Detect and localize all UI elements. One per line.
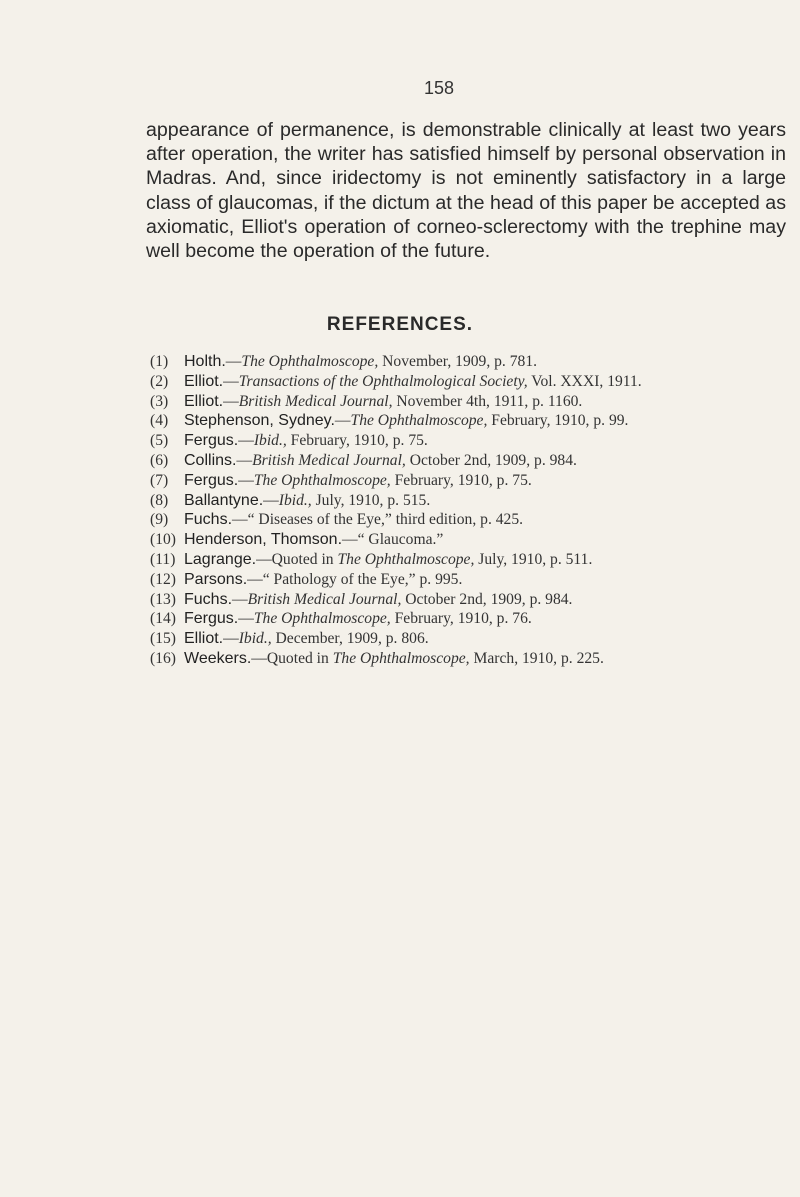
reference-dash: — <box>251 649 267 667</box>
reference-details: Vol. XXXI, 1911. <box>527 372 642 390</box>
reference-author: Fergus. <box>184 471 239 489</box>
reference-dash: — <box>223 630 239 648</box>
reference-details: November 4th, 1911, p. 1160. <box>392 392 583 410</box>
reference-text <box>184 609 790 629</box>
reference-text <box>184 471 790 491</box>
reference-author: Weekers. <box>184 649 252 667</box>
reference-author: Fuchs. <box>184 590 233 608</box>
reference-source: Transactions of the Ophthalmological Society, <box>238 372 528 390</box>
reference-source: The Ophthalmoscope, <box>332 649 470 667</box>
reference-source: British Medical Journal, <box>252 451 406 469</box>
reference-text <box>184 570 790 590</box>
reference-number: (15) <box>150 630 176 648</box>
reference-author: Holth. <box>184 353 226 370</box>
reference-author: Fergus. <box>184 610 239 628</box>
reference-number: (16) <box>150 649 176 667</box>
reference-text <box>184 510 790 530</box>
reference-item <box>150 372 790 392</box>
reference-author: Elliot. <box>184 630 224 648</box>
references-heading: REFERENCES. <box>326 314 474 335</box>
reference-number: (14) <box>150 610 176 628</box>
reference-source: The Ophthalmoscope, <box>253 471 391 489</box>
reference-number: (5) <box>150 432 169 450</box>
reference-details: February, 1910, p. 76. <box>390 610 532 628</box>
reference-author: Henderson, Thomson. <box>184 531 343 549</box>
reference-source: The Ophthalmoscope, <box>337 550 475 568</box>
reference-number: (3) <box>150 392 169 410</box>
reference-item <box>150 550 790 570</box>
reference-dash: — <box>223 372 239 390</box>
reference-number: (12) <box>150 570 176 588</box>
reference-item <box>150 590 790 610</box>
reference-number: (7) <box>150 471 169 489</box>
reference-item <box>150 649 790 669</box>
reference-dash: — <box>232 511 248 529</box>
reference-source: The Ophthalmoscope, <box>253 610 391 628</box>
reference-number: (1) <box>150 353 169 370</box>
reference-item <box>150 629 790 649</box>
reference-text <box>184 352 790 372</box>
reference-item <box>150 510 790 530</box>
reference-dash: — <box>247 570 263 588</box>
page-number: 158 <box>424 78 455 98</box>
reference-prefix: “ Diseases of the Eye,” third edition, p. 425. <box>247 511 524 529</box>
reference-dash: — <box>342 531 358 549</box>
reference-dash: — <box>223 392 239 410</box>
reference-number: (11) <box>150 550 176 568</box>
reference-dash: — <box>263 491 279 509</box>
reference-item <box>150 392 790 412</box>
reference-source: Ibid., <box>253 432 287 450</box>
reference-item <box>150 530 790 550</box>
reference-prefix: Quoted in <box>271 550 338 568</box>
reference-number: (9) <box>150 511 169 529</box>
reference-details: February, 1910, p. 75. <box>390 471 532 489</box>
reference-number: (8) <box>150 491 169 509</box>
reference-dash: — <box>232 590 248 608</box>
reference-details: March, 1910, p. 225. <box>469 649 604 667</box>
reference-details: February, 1910, p. 99. <box>487 412 629 430</box>
reference-author: Collins. <box>184 451 237 469</box>
reference-author: Stephenson, Sydney. <box>184 412 335 430</box>
reference-number: (4) <box>150 412 169 430</box>
body-paragraph: appearance of permanence, is demonstrable clinically at least two years after operation, the writer has satisfied himself by personal observation in Madras. And, since iridectomy is not eminently satisfactory in a large class of glaucomas, if the dictum at the head of this paper be accepted as axiomatic, Elliot's operation of corneo-sclerectomy with the trephine may well become the operation of the future. <box>146 119 786 263</box>
reference-prefix: Quoted in <box>266 649 333 667</box>
reference-details: July, 1910, p. 511. <box>474 550 593 568</box>
reference-item <box>150 411 790 431</box>
references-list <box>150 352 790 669</box>
reference-dash: — <box>256 550 272 568</box>
reference-number: (2) <box>150 372 169 390</box>
reference-item <box>150 451 790 471</box>
reference-text <box>184 550 790 570</box>
reference-author: Elliot. <box>184 372 224 390</box>
reference-author: Fergus. <box>184 432 239 450</box>
reference-item <box>150 609 790 629</box>
reference-item <box>150 352 790 372</box>
reference-dash: — <box>225 353 242 370</box>
reference-text <box>184 530 790 550</box>
reference-author: Lagrange. <box>184 550 257 568</box>
reference-item <box>150 431 790 451</box>
reference-author: Parsons. <box>184 570 248 588</box>
reference-details: November, 1909, p. 781. <box>378 353 538 370</box>
reference-text <box>184 649 790 669</box>
reference-dash: — <box>238 432 254 450</box>
reference-prefix: “ Glaucoma.” <box>357 531 444 549</box>
reference-text <box>184 411 790 431</box>
reference-source: British Medical Journal, <box>247 590 402 608</box>
reference-item <box>150 570 790 590</box>
reference-author: Ballantyne. <box>184 491 264 509</box>
reference-details: December, 1909, p. 806. <box>271 630 429 648</box>
reference-details: February, 1910, p. 75. <box>286 432 428 450</box>
reference-details: October 2nd, 1909, p. 984. <box>401 590 573 608</box>
reference-text <box>184 392 790 412</box>
reference-dash: — <box>236 451 253 469</box>
reference-source: Ibid., <box>278 491 312 509</box>
reference-item <box>150 491 790 511</box>
reference-text <box>184 372 790 392</box>
reference-source: Ibid., <box>238 630 272 648</box>
reference-number: (13) <box>150 590 176 608</box>
reference-dash: — <box>238 610 254 628</box>
reference-source: The Ophthalmoscope, <box>241 353 379 370</box>
reference-dash: — <box>334 412 351 430</box>
reference-details: July, 1910, p. 515. <box>311 491 431 509</box>
reference-text <box>184 451 790 471</box>
reference-text <box>184 590 790 610</box>
reference-number: (10) <box>150 531 176 549</box>
reference-text <box>184 431 790 451</box>
reference-author: Fuchs. <box>184 511 233 529</box>
reference-text <box>184 629 790 649</box>
reference-details: October 2nd, 1909, p. 984. <box>405 451 577 469</box>
reference-author: Elliot. <box>184 392 224 410</box>
reference-prefix: “ Pathology of the Eye,” p. 995. <box>262 570 463 588</box>
reference-source: The Ophthalmoscope, <box>350 412 488 430</box>
reference-number: (6) <box>150 451 169 469</box>
reference-text <box>184 491 790 511</box>
reference-source: British Medical Journal, <box>238 392 393 410</box>
reference-item <box>150 471 790 491</box>
reference-dash: — <box>238 471 254 489</box>
